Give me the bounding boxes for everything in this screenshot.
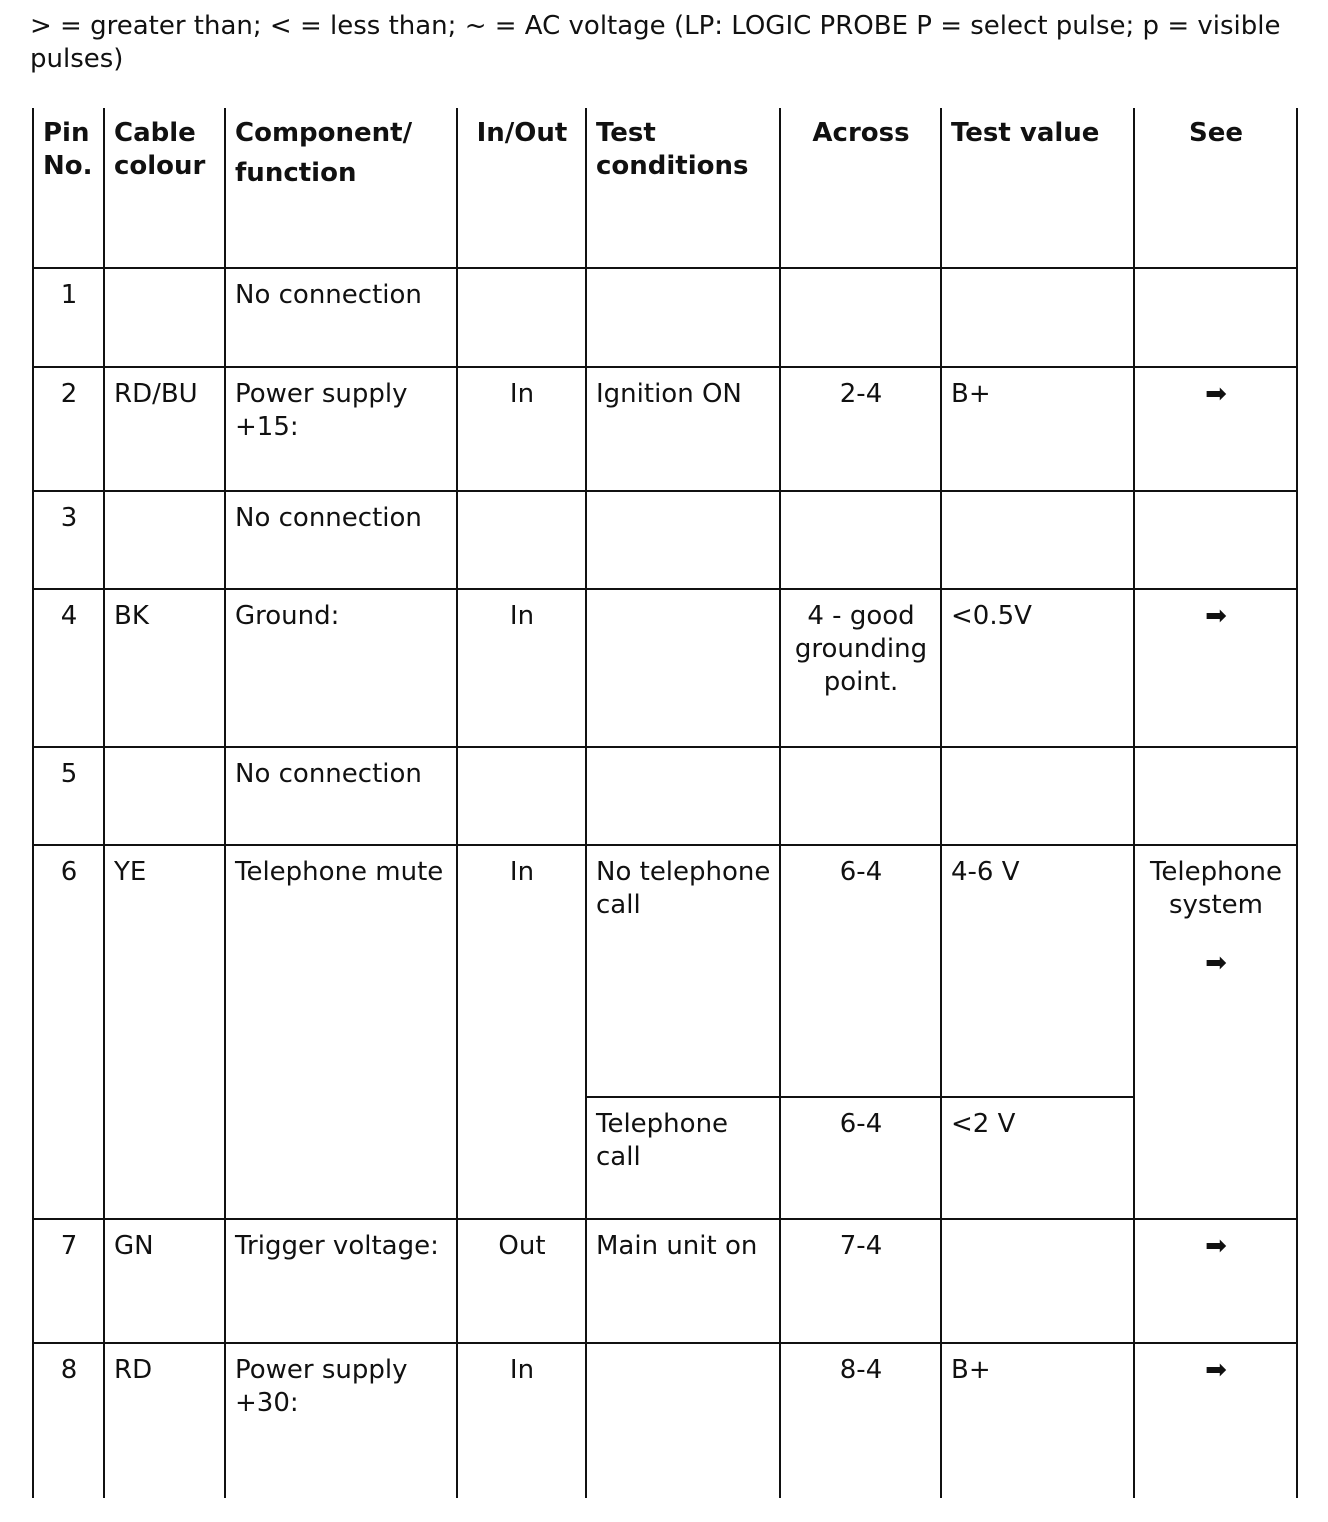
test-conditions xyxy=(586,491,780,589)
cable-colour: YE xyxy=(104,845,225,1219)
arrow-right-icon[interactable]: ➡ xyxy=(1205,948,1227,978)
test-value: B+ xyxy=(941,367,1134,491)
table-row xyxy=(33,747,1297,845)
table-row xyxy=(33,367,1297,491)
in-out: In xyxy=(457,845,586,1219)
across xyxy=(780,268,941,367)
across: 6-4 xyxy=(780,845,941,1097)
across: 7-4 xyxy=(780,1219,941,1343)
pin-number: 6 xyxy=(33,845,104,1219)
pin-number: 5 xyxy=(33,747,104,845)
pin-number: 3 xyxy=(33,491,104,589)
see-cell[interactable] xyxy=(1134,589,1297,747)
test-conditions: Telephone call xyxy=(586,1097,780,1219)
see-reference-link[interactable]: Telephone system xyxy=(1149,857,1283,920)
cable-colour xyxy=(104,491,225,589)
test-value: <0.5V xyxy=(941,589,1134,747)
across: 8-4 xyxy=(780,1343,941,1498)
pin-assignment-table xyxy=(32,108,1298,1498)
in-out: In xyxy=(457,367,586,491)
test-value xyxy=(941,1219,1134,1343)
table-row xyxy=(33,491,1297,589)
cable-colour: RD/BU xyxy=(104,367,225,491)
component-function: No connection xyxy=(225,747,457,845)
test-conditions xyxy=(586,1343,780,1498)
test-value: B+ xyxy=(941,1343,1134,1498)
table-row xyxy=(33,589,1297,747)
test-conditions: No telephone call xyxy=(586,845,780,1097)
arrow-right-icon[interactable]: ➡ xyxy=(1205,1231,1227,1261)
test-value: <2 V xyxy=(941,1097,1134,1219)
header-cable-colour: Cable colour xyxy=(104,108,225,268)
test-value xyxy=(941,491,1134,589)
header-component-line1: Component/ xyxy=(235,118,413,148)
header-see: See xyxy=(1134,108,1297,268)
arrow-right-icon[interactable]: ➡ xyxy=(1205,379,1227,409)
across xyxy=(780,491,941,589)
across xyxy=(780,747,941,845)
header-in-out: In/Out xyxy=(457,108,586,268)
cable-colour xyxy=(104,747,225,845)
cable-colour: RD xyxy=(104,1343,225,1498)
see-cell xyxy=(1134,747,1297,845)
pin-number: 8 xyxy=(33,1343,104,1498)
see-cell[interactable] xyxy=(1134,367,1297,491)
in-out: In xyxy=(457,589,586,747)
see-cell xyxy=(1134,268,1297,367)
header-pin: Pin No. xyxy=(33,108,104,268)
test-conditions xyxy=(586,268,780,367)
arrow-right-icon[interactable]: ➡ xyxy=(1205,1355,1227,1385)
header-across: Across xyxy=(780,108,941,268)
arrow-right-icon[interactable]: ➡ xyxy=(1205,601,1227,631)
across: 2-4 xyxy=(780,367,941,491)
test-conditions: Ignition ON xyxy=(586,367,780,491)
header-test-value: Test value xyxy=(941,108,1134,268)
in-out: In xyxy=(457,1343,586,1498)
table-header-row xyxy=(33,108,1297,268)
pin-number: 1 xyxy=(33,268,104,367)
pin-number: 4 xyxy=(33,589,104,747)
cable-colour: GN xyxy=(104,1219,225,1343)
pin-number: 2 xyxy=(33,367,104,491)
component-function: No connection xyxy=(225,268,457,367)
test-conditions xyxy=(586,589,780,747)
in-out: Out xyxy=(457,1219,586,1343)
cable-colour: BK xyxy=(104,589,225,747)
header-component-line2: function xyxy=(235,158,357,188)
component-function: No connection xyxy=(225,491,457,589)
test-conditions: Main unit on xyxy=(586,1219,780,1343)
test-value xyxy=(941,268,1134,367)
legend-note: > = greater than; < = less than; ~ = AC voltage (LP: LOGIC PROBE P = select pulse; p = visible pulses) xyxy=(30,11,1281,74)
table-row xyxy=(33,845,1297,1097)
see-cell[interactable] xyxy=(1134,1219,1297,1343)
see-cell xyxy=(1134,491,1297,589)
pin-number: 7 xyxy=(33,1219,104,1343)
test-conditions xyxy=(586,747,780,845)
component-function: Power supply +30: xyxy=(225,1343,457,1498)
header-test-conditions: Test conditions xyxy=(586,108,780,268)
across: 4 - good grounding point. xyxy=(780,589,941,747)
see-cell[interactable] xyxy=(1134,1343,1297,1498)
component-function: Telephone mute xyxy=(225,845,457,1219)
in-out xyxy=(457,491,586,589)
table-row xyxy=(33,1219,1297,1343)
component-function: Ground: xyxy=(225,589,457,747)
in-out xyxy=(457,747,586,845)
test-value xyxy=(941,747,1134,845)
header-component xyxy=(225,108,457,268)
component-function: Trigger voltage: xyxy=(225,1219,457,1343)
across: 6-4 xyxy=(780,1097,941,1219)
table-row xyxy=(33,268,1297,367)
table-row xyxy=(33,1343,1297,1498)
component-function: Power supply +15: xyxy=(225,367,457,491)
test-value: 4-6 V xyxy=(941,845,1134,1097)
see-cell[interactable] xyxy=(1134,845,1297,1219)
in-out xyxy=(457,268,586,367)
cable-colour xyxy=(104,268,225,367)
